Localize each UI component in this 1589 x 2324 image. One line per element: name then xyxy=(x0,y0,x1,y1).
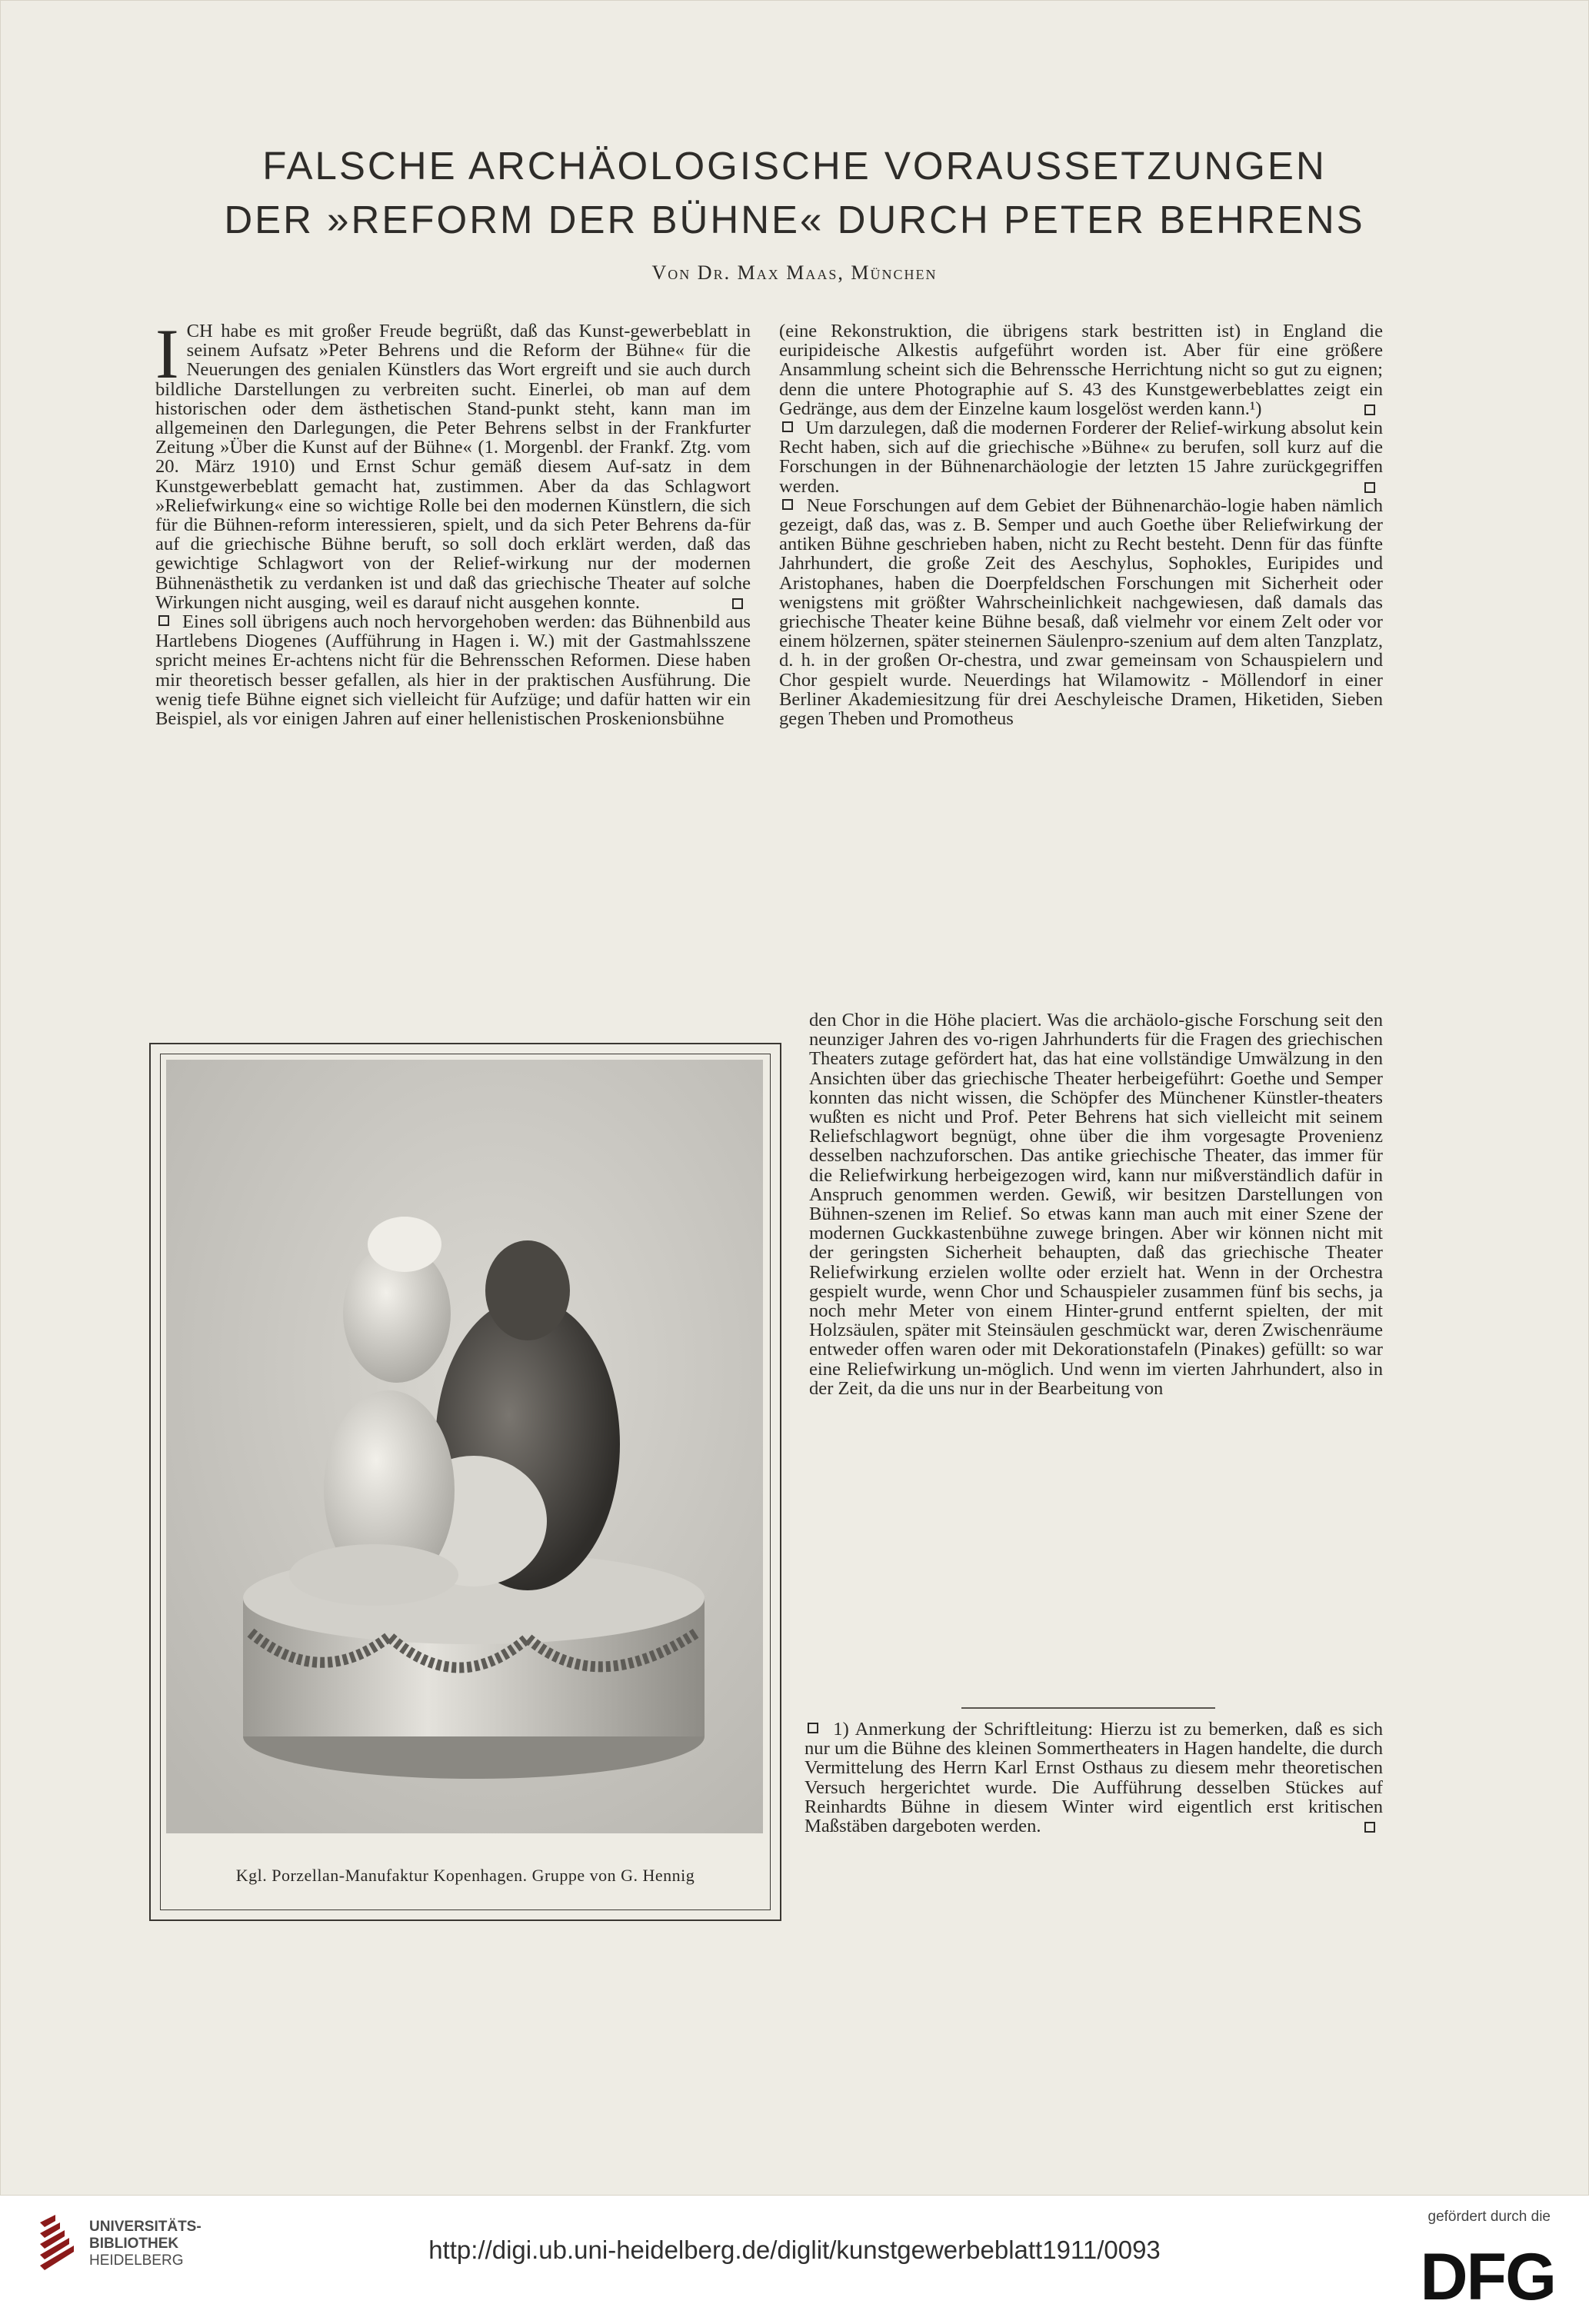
porcelain-group-photo xyxy=(166,1060,763,1833)
footnote-rule xyxy=(961,1707,1215,1709)
paragraph-4 xyxy=(779,418,1383,496)
paragraph-4-text: Um darzulegen, daß die modernen Forderer der Relief-wirkung absolut kein Recht haben, sich auf die griechische »Bühne« zu berufen, soll kurz auf die Forschungen in der Bühnenarchäologie der letzten 15 Jahre zurückgegriffen werden. xyxy=(779,418,1383,497)
article-byline: Von Dr. Max Maas, München xyxy=(651,261,938,284)
paragraph-1 xyxy=(155,315,751,613)
paragraph-5-continued xyxy=(809,1011,1383,1398)
paragraph-end-mark-icon xyxy=(1364,405,1375,415)
paragraph-1-text: CH habe es mit großer Freude begrüßt, daß das Kunst-gewerbeblatt in seinem Aufsatz »Peter Behrens und die Reform der Bühne« für die Neuerungen des genialen Künstlers das Wort ergreift und sie auch durch bildliche Darstellungen zu verbreiten sucht. Einerlei, ob man auf dem historischen oder dem ästhetischen Stand-punkt steht, kann man im allgemeinen den Darlegungen, die Peter Behrens selbst in der Frankfurter Zeitung »Über die Kunst auf der Bühne« (1. Morgenbl. der Frankf. Ztg. vom 20. März 1910) und Ernst Schur gemäß diesem Auf-satz in dem Kunstgewerbeblatt gemacht hat, zustimmen. Aber da das Schlagwort »Reliefwirkung« eine so wichtige Rolle bei den modernen Künstlern, die sich für die Bühnen-reform interessieren, spielt, und da sich Peter Behrens da-für auf die griechische Bühne beruft, so soll doch erklärt werden, daß das gewichtige Schlagwort von der Relief-wirkung nur der modernen Bühnenästhetik zu verdanken ist und daß das griechische Theater auf solche Wirkungen nicht ausging, weil es darauf nicht ausgehen konnte. xyxy=(155,321,751,613)
right-column xyxy=(779,321,1383,728)
library-line-2: BIBLIOTHEK xyxy=(89,2236,179,2252)
paragraph-start-mark-icon xyxy=(782,499,793,510)
paragraph-5-text: Neue Forschungen auf dem Gebiet der Bühnenarchäo-logie haben nämlich gezeigt, daß das, was z. B. Semper und auch Goethe über Reliefwirkung der antiken Bühne geschrieben haben, nicht zu Recht besteht. Denn für das fünfte Jahrhundert, die große Zeit des Aeschylus, Sophokles, Euripides und Aristophanes, haben die Doerpfeldschen Forschungen mit Sicherheit oder wenigstens mit größter Wahrscheinlichkeit nachgewiesen, daß damals das griechische Theater keine Bühne besaß, daß vielmehr vor einem Zelt oder vor einem hölzernen, später steinernen Säulenpro-szenium auf dem alten Tanzplatz, d. h. in der großen Or-chestra, und zwar gemeinsam von Schauspielern und Chor gespielt wurde. Neuerdings hat Wilamowitz - Möllendorf in einer Berliner Akademiesitzung für drei Aeschyleische Dramen, Hiketiden, Sieben gegen Theben und Promotheus xyxy=(779,494,1383,730)
library-line-3: HEIDELBERG xyxy=(89,2252,184,2269)
paragraph-start-mark-icon xyxy=(782,421,793,432)
paragraph-2 xyxy=(155,612,751,728)
footnote xyxy=(804,1720,1383,1836)
article-title-line-1: FALSCHE ARCHÄOLOGISCHE VORAUSSETZUNGEN xyxy=(262,144,1327,188)
paragraph-2-text: Eines soll übrigens auch noch hervorgehoben werden: das Bühnenbild aus Hartlebens Diogenes (Aufführung in Hagen i. W.) mit der Gastmahlsszene spricht meines Er-achtens nicht für die Behrensschen Reformen. Diese haben mir theoretisch besser gefallen, als hier in der praktischen Ausführung. Die wenig tiefe Bühne eignet sich vielleicht für Aufzüge; und dafür hatten wir ein Beispiel, als vor einigen Jahren auf einer hellenistischen Proskenionsbühne xyxy=(155,611,751,730)
dfg-logo: DFG xyxy=(1420,2240,1555,2314)
drop-cap: I xyxy=(155,315,179,393)
figure-frame xyxy=(149,1043,781,1921)
right-column-continuation xyxy=(809,1011,1383,1398)
paragraph-start-mark-icon xyxy=(158,615,169,626)
footnote-paragraph xyxy=(804,1720,1383,1836)
left-column xyxy=(155,315,751,730)
paragraph-start-mark-icon xyxy=(808,1723,818,1733)
paragraph-3 xyxy=(779,321,1383,418)
library-line-1: UNIVERSITÄTS- xyxy=(89,2219,202,2235)
paragraph-end-mark-icon xyxy=(1364,1822,1375,1833)
paragraph-end-mark-icon xyxy=(1364,482,1375,493)
funder-label: gefördert durch die xyxy=(1427,2209,1551,2225)
permalink-url[interactable]: http://digi.ub.uni-heidelberg.de/diglit/kunstgewerbeblatt1911/0093 xyxy=(428,2236,1161,2264)
article-title-line-2: DER »REFORM DER BÜHNE« DURCH PETER BEHRENS xyxy=(224,198,1365,241)
paragraph-5-continued-text: den Chor in die Höhe placiert. Was die archäolo-gische Forschung seit den neunziger Jahren des vo-rigen Jahrhunderts für die Fragen des griechischen Theaters zutage gefördert hat, das hat eine vollständige Umwälzung in den Ansichten über das griechische Theater herbeigeführt: Goethe und Semper konnten das nicht wissen, die Schöpfer des Münchener Künstler-theaters wußten es nicht und Prof. Peter Behrens hat sich vielleicht mit seinem Reliefschlagwort begnügt, ohne über die ihm vorgesagte Provenienz desselben nachzuforschen. Das antike griechische Theater, das immer für die Reliefwirkung herbeigezogen wird, kann nur mißverständlich dafür in Anspruch genommen werden. Gewiß, wir besitzen Darstellungen von Bühnen-szenen im Relief. So etwas kann man auch mit einer Szene der modernen Guckkastenbühne zuwege bringen. Aber wir können nicht mit der geringsten Sicherheit behaupten, daß das griechische Theater Reliefwirkung erzielen wollte oder erzielt hat. Wenn in der Orchestra gespielt wurde, wenn Chor und Schauspieler zusammen fünf bis sechs, ja noch mehr Meter von einem Hinter-grund entfernt spielten, der mit Holzsäulen, später mit Steinsäulen geschmückt war, deren Zwischenräume entweder offen waren oder mit Dekorationstafeln (Pinakes) gefüllt: so war eine Reliefwirkung un-möglich. Und wenn im vierten Jahrhundert, also in der Zeit, da die uns nur in der Bearbeitung von xyxy=(809,1010,1383,1399)
footnote-text: 1) Anmerkung der Schriftleitung: Hierzu ist zu bemerken, daß es sich nur um die Bühne des kleinen Sommertheaters in Hagen handelte, die durch Vermittelung des Herrn Karl Ernst Osthaus zu diesem mehr theoretischen Versuch hergerichtet wurde. Die Aufführung desselben Stückes auf Reinhardts Bühne in diesem Winter wird eigentlich erst kritischen Maßstäben dargeboten werden. xyxy=(804,1719,1383,1837)
paragraph-5 xyxy=(779,496,1383,728)
figure-caption: Kgl. Porzellan-Manufaktur Kopenhagen. Gruppe von G. Hennig xyxy=(235,1866,695,1885)
paragraph-3-text: (eine Rekonstruktion, die übrigens stark bestritten ist) in England die euripideische Alkestis aufgeführt worden ist. Aber für eine größere Ansammlung scheint sich die Behrenssche Herrichtung nicht so gut zu eignen; denn die untere Photographie auf S. 43 des Kunstgewerbeblattes zeigt ein Gedränge, aus dem der Einzelne kaum losgelöst werden kann.¹) xyxy=(779,321,1383,419)
paragraph-end-mark-icon xyxy=(732,598,743,609)
